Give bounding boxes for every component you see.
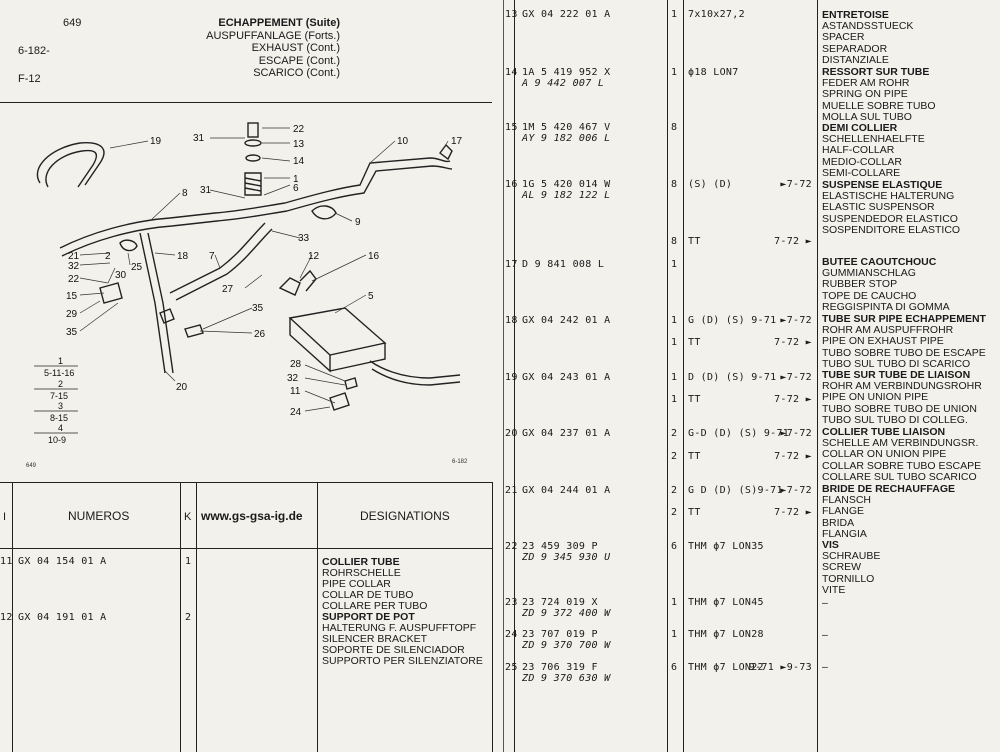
callout-5: 5 <box>368 291 374 302</box>
cell-qty: 8 <box>671 236 678 247</box>
designation-title: SUSPENSE ELASTIQUE <box>822 179 943 191</box>
title-es: ESCAPE (Cont.) <box>258 54 340 67</box>
designation-line: TORNILLO <box>822 572 875 585</box>
cell-num1: 23 724 019 X <box>522 597 598 608</box>
designation-line: ROHR AM VERBINDUNGSROHR <box>822 380 982 393</box>
cell-spec: G D (D) (S)9-71 <box>688 485 783 496</box>
cell-qty: 1 <box>671 315 678 326</box>
designation-line: SCHELLE AM VERBINDUNGSR. <box>822 437 979 450</box>
callout-35b: 35 <box>66 327 78 338</box>
cell-num2: ZD 9 345 930 U <box>522 552 611 563</box>
cell-index: 21 <box>505 485 518 496</box>
callout-6: 6 <box>293 183 299 194</box>
callout-10: 10 <box>397 136 409 147</box>
col-header-numeros: NUMEROS <box>68 509 130 523</box>
designation-line: GUMMIANSCHLAG <box>822 267 916 280</box>
designation-line: MOLLA SUL TUBO <box>822 110 912 123</box>
designation-line: COLLARE SUL TUBO SCARICO <box>822 470 977 483</box>
cell-num1: GX 04 244 01 A <box>522 485 611 496</box>
designation-title: BRIDE DE RECHAUFFAGE <box>822 483 956 495</box>
cell-date: ►7-72 <box>780 372 812 383</box>
cell-spec: THM ϕ7 LON35 <box>688 541 764 552</box>
callout-30: 30 <box>115 270 127 281</box>
designation-line: SPRING ON PIPE <box>822 88 908 101</box>
dash: – <box>822 597 828 609</box>
designation-title: COLLIER TUBE LIAISON <box>822 426 946 438</box>
cell-date: 7-72 ► <box>774 337 812 348</box>
callout-9: 9 <box>355 217 361 228</box>
callout-12: 12 <box>308 251 320 262</box>
cell-qty: 1 <box>671 337 678 348</box>
cell-num1: 23 706 319 F <box>522 662 598 673</box>
designation-line: HALF-COLLAR <box>822 144 895 157</box>
svg-text:7-15: 7-15 <box>50 391 69 401</box>
designation-line: SCHRAUBE <box>822 550 881 563</box>
col-header-i: I <box>3 511 7 523</box>
svg-text:5-11-16: 5-11-16 <box>44 368 75 378</box>
cell-num1: GX 04 243 01 A <box>522 372 611 383</box>
designation-line: DISTANZIALE <box>822 53 889 66</box>
cell-date: 7-72 ► <box>774 507 812 518</box>
svg-text:4: 4 <box>58 423 64 433</box>
cell-qty: 2 <box>671 451 678 462</box>
designation-line: COLLAR SOBRE TUBO ESCAPE <box>822 459 982 472</box>
callout-27: 27 <box>222 284 234 295</box>
cell-qty: 2 <box>671 507 678 518</box>
cell-qty: 1 <box>671 259 678 270</box>
designation-line: RUBBER STOP <box>822 278 898 291</box>
title-it: SCARICO (Cont.) <box>253 67 340 79</box>
callout-24: 24 <box>290 407 302 418</box>
callout-20: 20 <box>176 382 188 393</box>
callout-26: 26 <box>254 329 266 340</box>
cell-date: ►7-72 <box>780 179 812 190</box>
cell-num1: 1A 5 419 952 X <box>522 67 611 78</box>
callout-11: 11 <box>290 386 301 397</box>
cell-qty: 8 <box>671 179 678 190</box>
cell-qty: 2 <box>671 485 678 496</box>
callout-13: 13 <box>293 139 305 150</box>
designation-line: SOSPENDITORE ELASTICO <box>822 223 961 236</box>
callout-21: 21 <box>68 251 80 262</box>
designation-line: ROHR AM AUSPUFFROHR <box>822 324 954 337</box>
designation-line: ELASTISCHE HALTERUNG <box>822 190 955 203</box>
svg-text:8-15: 8-15 <box>50 413 69 423</box>
designation-line: REGGISPINTA DI GOMMA <box>822 300 950 313</box>
callout-35: 35 <box>252 303 264 314</box>
callout-1: 1 <box>293 174 299 185</box>
callout-29: 29 <box>66 309 78 320</box>
designation-line: SEPARADOR <box>822 42 888 55</box>
cell-num2: ZD 9 370 630 W <box>522 673 611 684</box>
cell-date: ►7-72 <box>780 315 812 326</box>
cell-index: 19 <box>505 372 518 383</box>
cell-spec: TT <box>688 451 701 462</box>
diagram-code-left: 649 <box>26 463 37 469</box>
cell-date: ►7-72 <box>780 485 812 496</box>
designation-title: VIS <box>822 539 839 551</box>
callout-7: 7 <box>209 251 215 262</box>
cell-qty: 1 <box>671 629 678 640</box>
diagram-code-right: 6-182 <box>452 459 468 465</box>
cell-num1: 23 459 309 P <box>522 541 598 552</box>
callout-32: 33 <box>298 233 310 244</box>
cell-index: 17 <box>505 259 518 270</box>
exhaust-diagram <box>0 103 492 481</box>
callout-33b: 32 <box>287 373 299 384</box>
designation-title: TUBE SUR PIPE ECHAPPEMENT <box>822 313 986 325</box>
callout-8: 8 <box>182 188 188 199</box>
dash: – <box>822 661 828 673</box>
title-en: EXHAUST (Cont.) <box>251 42 340 54</box>
callout-31b: 31 <box>200 185 212 196</box>
callout-16: 16 <box>368 251 380 262</box>
designation-line: SCREW <box>822 561 862 574</box>
designation-line: SCHELLENHAELFTE <box>822 133 925 146</box>
cell-date: 7-72 ► <box>774 236 812 247</box>
cell-index: 25 <box>505 662 518 673</box>
cell-index: 20 <box>505 428 518 439</box>
diagram-legend <box>34 356 78 445</box>
callout-18: 18 <box>177 251 189 262</box>
cell-qty: 1 <box>671 372 678 383</box>
cell-index: 22 <box>505 541 518 552</box>
cell-qty: 2 <box>671 428 678 439</box>
cell-num2: A 9 442 007 L <box>522 78 605 89</box>
cell-spec: THM ϕ7 LON28 <box>688 629 764 640</box>
designation-line: TUBO SUL TUBO DI SCARICO <box>822 357 971 370</box>
cell-index: 15 <box>505 122 518 133</box>
cell-qty: 8 <box>671 122 678 133</box>
cell-spec: TT <box>688 236 701 247</box>
callout-28: 28 <box>290 359 302 370</box>
callout-31a: 31 <box>193 133 205 144</box>
designation-line: TOPE DE CAUCHO <box>822 289 917 302</box>
cell-qty: 6 <box>671 662 678 673</box>
dash: – <box>822 629 828 641</box>
designation-line: SUSPENDEDOR ELASTICO <box>822 212 958 225</box>
designation-line: ASTANDSSTUECK <box>822 20 914 33</box>
cell-spec: THM ϕ7 LON22 <box>688 662 764 673</box>
cell-qty: 1 <box>671 67 678 78</box>
cell-num1: 1G 5 420 014 W <box>522 179 611 190</box>
designation-line: PIPE ON UNION PIPE <box>822 391 929 404</box>
website-link[interactable]: www.gs-gsa-ig.de <box>201 509 303 523</box>
callout-19: 19 <box>150 136 162 147</box>
svg-text:2: 2 <box>58 379 64 389</box>
cell-date: 7-72 ► <box>774 394 812 405</box>
designation-line: MUELLE SOBRE TUBO <box>822 99 936 112</box>
figure-code: F-12 <box>18 73 41 85</box>
cell-date: 9-71 ►9-73 <box>748 662 812 673</box>
cell-spec: THM ϕ7 LON45 <box>688 597 764 608</box>
callout-22: 22 <box>68 274 80 285</box>
exhaust-diagram-svg <box>0 103 492 481</box>
callout-25: 25 <box>131 262 143 273</box>
cell-index: 24 <box>505 629 518 640</box>
designation-title: ENTRETOISE <box>822 9 889 21</box>
cell-spec: D (D) (S) 9-71 <box>688 372 777 383</box>
callout-17: 17 <box>451 136 463 147</box>
cell-spec: G (D) (S) 9-71 <box>688 315 777 326</box>
cell-date: 7-72 ► <box>774 451 812 462</box>
cell-index: 14 <box>505 67 518 78</box>
designation-title: DEMI COLLIER <box>822 122 898 134</box>
designation-line: COLLAR ON UNION PIPE <box>822 448 947 461</box>
designation-line: FLANSCH <box>822 494 872 507</box>
svg-text:1: 1 <box>58 356 64 366</box>
cell-spec: G-D (D) (S) 9-71 <box>688 428 790 439</box>
cell-index: 13 <box>505 9 518 20</box>
callout-15: 15 <box>66 291 78 302</box>
cell-index: 23 <box>505 597 518 608</box>
cell-index: 18 <box>505 315 518 326</box>
page-code: 6-182- <box>18 45 50 57</box>
cell-num2: AL 9 182 122 L <box>522 190 611 201</box>
designation-line: ELASTIC SUSPENSOR <box>822 201 935 214</box>
cell-date: ►7-72 <box>780 428 812 439</box>
cell-num1: GX 04 222 01 A <box>522 9 611 20</box>
designation-line: TUBO SOBRE TUBO DE ESCAPE <box>822 346 986 359</box>
designation-line: MEDIO-COLLAR <box>822 155 902 168</box>
designation-line: TUBO SOBRE TUBO DE UNION <box>822 402 977 415</box>
designation-line: PIPE ON EXHAUST PIPE <box>822 335 944 348</box>
cell-num2: ZD 9 372 400 W <box>522 608 611 619</box>
col-header-k: K <box>184 511 192 523</box>
designation-line: FEDER AM ROHR <box>822 77 910 90</box>
page-number: 649 <box>63 17 82 29</box>
cell-spec: 7x10x27,2 <box>688 9 745 20</box>
designation-title: RESSORT SUR TUBE <box>822 66 930 78</box>
cell-spec: TT <box>688 394 701 405</box>
designation-line: VITE <box>822 583 846 596</box>
cell-num1: GX 04 242 01 A <box>522 315 611 326</box>
title-de: AUSPUFFANLAGE (Forts.) <box>206 29 340 42</box>
designation-line: SPACER <box>822 31 865 44</box>
cell-qty: 1 <box>671 9 678 20</box>
designation-title: BUTEE CAOUTCHOUC <box>822 256 937 268</box>
designation-line: FLANGE <box>822 505 865 518</box>
cell-num1: D 9 841 008 L <box>522 259 605 270</box>
callout-14: 14 <box>293 156 305 167</box>
cell-index: 16 <box>505 179 518 190</box>
callout-2: 2 <box>105 251 111 262</box>
designation-title: TUBE SUR TUBE DE LIAISON <box>822 369 971 381</box>
title-fr: ECHAPPEMENT (Suite) <box>218 17 340 29</box>
callout-33: 32 <box>68 261 80 272</box>
section-title <box>150 17 340 80</box>
cell-num2: ZD 9 370 700 W <box>522 640 611 651</box>
cell-num2: AY 9 182 006 L <box>522 133 611 144</box>
svg-text:3: 3 <box>58 401 64 411</box>
callout-23: 22 <box>293 124 305 135</box>
cell-spec: TT <box>688 337 701 348</box>
designation-line: TUBO SUL TUBO DI COLLEG. <box>822 413 968 426</box>
cell-num1: 1M 5 420 467 V <box>522 122 611 133</box>
svg-text:10-9: 10-9 <box>48 435 67 445</box>
cell-qty: 6 <box>671 541 678 552</box>
cell-num1: GX 04 237 01 A <box>522 428 611 439</box>
col-header-designations: DESIGNATIONS <box>360 509 450 523</box>
cell-qty: 1 <box>671 394 678 405</box>
cell-spec: TT <box>688 507 701 518</box>
cell-num1: 23 707 019 P <box>522 629 598 640</box>
cell-spec: ϕ18 LON7 <box>688 67 739 78</box>
cell-qty: 1 <box>671 597 678 608</box>
cell-spec: (S) (D) <box>688 179 733 190</box>
designation-line: FLANGIA <box>822 527 867 540</box>
designation-line: SEMI-COLLARE <box>822 166 901 179</box>
designation-line: BRIDA <box>822 516 855 529</box>
